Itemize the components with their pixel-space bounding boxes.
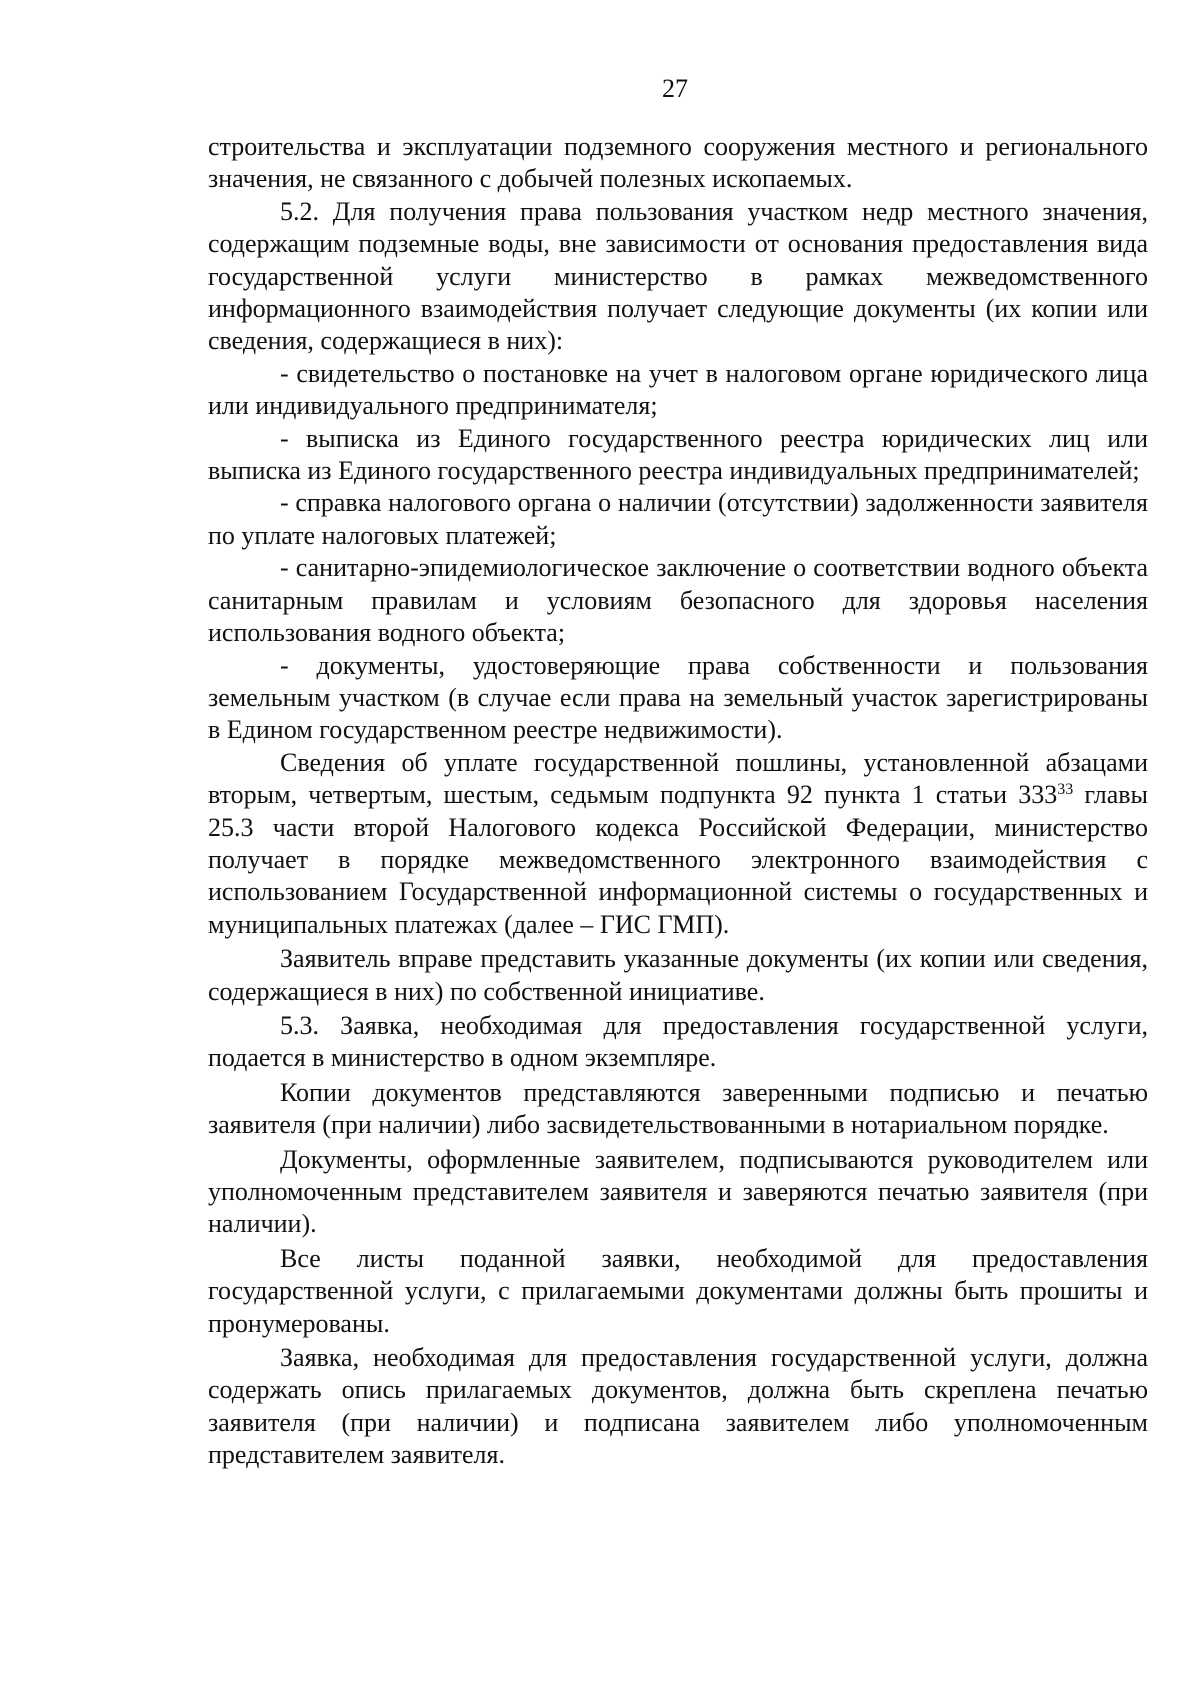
page-number: 27 xyxy=(662,74,688,103)
paragraph-inventory: Заявка, необходимая для предоставления государственной услуги, должна содержать опись прилагаемых документов, должна быть скреплена печатью заявителя (при наличии) и подписана заявителем либо уполномоченным представителем заявителя. xyxy=(208,1343,1148,1470)
fee-text-start: Сведения об уплате государственной пошлины, установленной абзацами вторым, четвертым, шестым, седьмым подпункта 92 пункта 1 статьи 333 xyxy=(208,747,1148,810)
list-item-tax-registration: - свидетельство о постановке на учет в налоговом органе юридического лица или индивидуального предпринимателя; xyxy=(208,358,1148,421)
paragraph-binding: Все листы поданной заявки, необходимой для предоставления государственной услуги, с прилагаемыми документами должны быть прошиты и пронумерованы. xyxy=(208,1243,1148,1338)
paragraph-5-3: 5.3. Заявка, необходимая для предоставления государственной услуги, подается в министерство в одном экземпляре. xyxy=(208,1010,1148,1073)
list-item-registry-extract: - выписка из Единого государственного реестра юридических лиц или выписка из Единого государственного реестра индивидуальных предпринимателей; xyxy=(208,423,1148,486)
document-body xyxy=(208,131,1148,1472)
paragraph-5-2: 5.2. Для получения права пользования участком недр местного значения, содержащим подземные воды, вне зависимости от основания предоставления вида государственной услуги министерство в рамках межведомственного информационного взаимодействия получает следующие документы (их копии или сведения, содержащиеся в них): xyxy=(208,196,1148,356)
paragraph-copies: Копии документов представляются заверенными подписью и печатью заявителя (при наличии) либо засвидетельствованными в нотариальном порядке. xyxy=(208,1077,1148,1140)
paragraph-continuation: строительства и эксплуатации подземного сооружения местного и регионального значения, не связанного с добычей полезных ископаемых. xyxy=(208,132,1148,194)
article-superscript: 33 xyxy=(1057,781,1074,799)
list-item-sanitary-conclusion: - санитарно-эпидемиологическое заключение о соответствии водного объекта санитарным правилам и условиям безопасного для здоровья населения использования водного объекта; xyxy=(208,553,1148,648)
paragraph-signing: Документы, оформленные заявителем, подписываются руководителем или уполномоченным представителем заявителя и заверяются печатью заявителя (при наличии). xyxy=(208,1144,1148,1239)
list-item-land-documents: - документы, удостоверяющие права собственности и пользования земельным участком (в случае если права на земельный участок зарегистрированы в Едином государственном реестре недвижимости). xyxy=(208,650,1148,745)
paragraph-applicant-right: Заявитель вправе представить указанные документы (их копии или сведения, содержащиеся в них) по собственной инициативе. xyxy=(208,944,1148,1006)
fee-text-end: главы 25.3 части второй Налогового кодекса Российской Федерации, министерство получает в порядке межведомственного электронного взаимодействия с использованием Государственной информационной системы о государственных и муниципальных платежах (далее – ГИС ГМП). xyxy=(208,780,1148,939)
list-item-tax-certificate: - справка налогового органа о наличии (отсутствии) задолженности заявителя по уплате налоговых платежей; xyxy=(208,488,1148,550)
paragraph-state-fee xyxy=(208,747,1148,941)
